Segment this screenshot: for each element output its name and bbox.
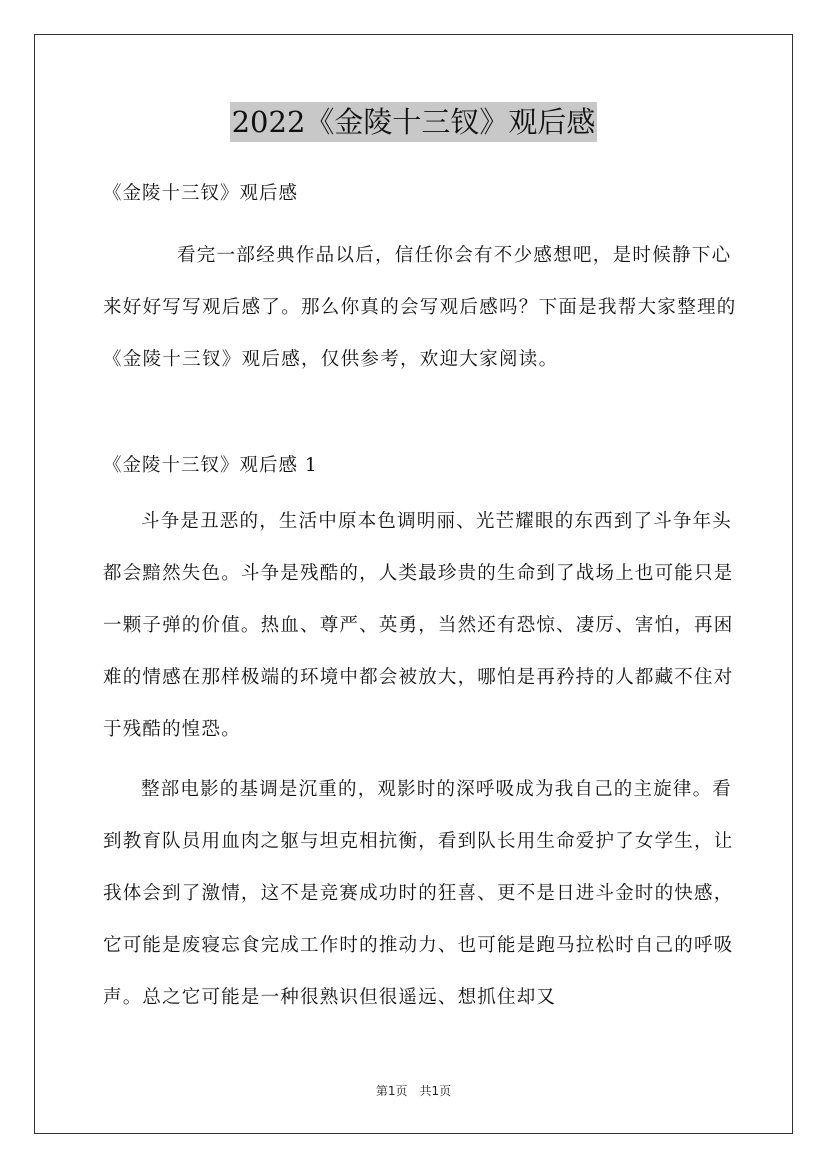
document-title: 2022《金陵十三钗》观后感 xyxy=(230,102,598,142)
body-paragraph-2: 整部电影的基调是沉重的，观影时的深呼吸成为我自己的主旋律。看到教育队员用血肉之躯与坦克相抗衡，看到队长用生命爱护了女学生，让我体会到了激情，这不是竞赛成功时的狂喜、更不是日进斗金时的快感，它可能是废寝忘食完成工作时的推动力、也可能是跑马拉松时自己的呼吸声。总之它可能是一种很熟识但很遥远、想抓住却又 xyxy=(103,779,734,1008)
page-footer: 第1页 共1页 xyxy=(375,1084,452,1098)
body-paragraph-1: 斗争是丑恶的，生活中原本色调明丽、光芒耀眼的东西到了斗争年头都会黯然失色。斗争是残酷的，人类最珍贵的生命到了战场上也可能只是一颗子弹的价值。热血、尊严、英勇，当然还有恐惊、凄厉、害怕，再困难的情感在那样极端的环境中都会被放大，哪怕是再矜持的人都藏不住对于残酷的惶恐。 xyxy=(103,511,734,740)
title-container xyxy=(0,102,827,142)
document-subtitle: 《金陵十三钗》观后感 xyxy=(103,183,299,204)
section-heading: 《金陵十三钗》观后感 1 xyxy=(103,455,318,476)
intro-paragraph: 看完一部经典作品以后，信任你会有不少感想吧，是时候静下心来好好写写观后感了。那么你真的会写观后感吗？下面是我帮大家整理的《金陵十三钗》观后感，仅供参考，欢迎大家阅读。 xyxy=(103,245,737,370)
